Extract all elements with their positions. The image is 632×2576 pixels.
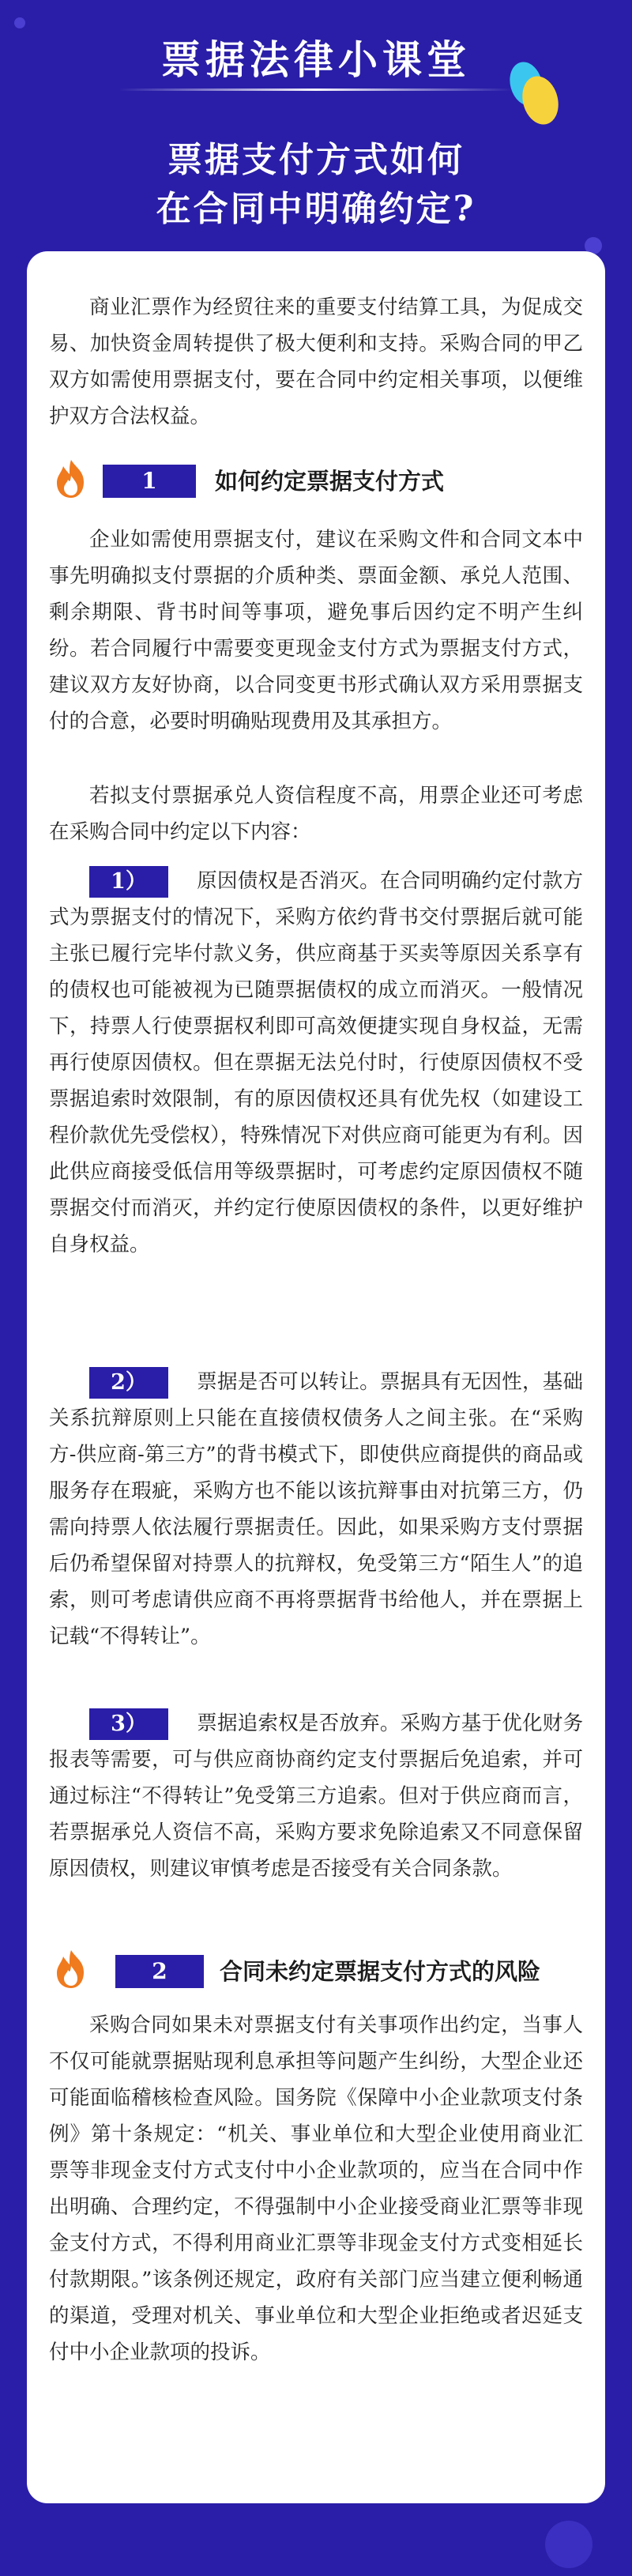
item-1-text: 原因债权是否消灭。在合同明确约定付款方式为票据支付的情况下，采购方依约背书交付票据后就可能主张已履行完毕付款义务，供应商基于买卖等原因关系享有的债权也可能被视为已随票据债权的成立而消灭。一般情况下，持票人行使票据权利即可高效便捷实现自身权益，无需再行使原因债权。但在票据无法兑付时，行使原因债权不受票据追索时效限制，有的原因债权还具有优先权（如建设工程价款优先受偿权），特殊情况下对供应商可能更为有利。因此供应商接受低信用等级票据时，可考虑约定原因债权不随票据交付而消灭，并约定行使原因债权的条件，以更好维护自身权益。 bbox=[49, 869, 583, 1256]
page-subtitle bbox=[0, 136, 632, 234]
decor-dot bbox=[14, 17, 25, 28]
item-2-text: 票据是否可以转让。票据具有无因性，基础关系抗辩原则上只能在直接债权债务人之间主张。在“采购方-供应商-第三方”的背书模式下，即使供应商提供的商品或服务存在瑕疵，采购方也不能以该抗辩事由对抗第三方，仍需向持票人依法履行票据责任。因此，如果采购方支付票据后仍希望保留对持票人的抗辩权，免受第三方“陌生人”的追索，则可考虑请供应商不再将票据背书给他人，并在票据上记载“不得转让”。 bbox=[49, 1370, 583, 1648]
item-2 bbox=[49, 1364, 583, 1655]
subtitle-line-1: 票据支付方式如何 bbox=[167, 140, 465, 180]
section-1-title: 如何约定票据支付方式 bbox=[215, 468, 445, 495]
intro-paragraph: 商业汇票作为经贸往来的重要支付结算工具，为促成交易、加快资金周转提供了极大便利和支持。采购合同的甲乙双方如需使用票据支付，要在合同中约定相关事项，以便维护双方合法权益。 bbox=[49, 296, 583, 428]
item-1-badge: 1） bbox=[89, 866, 168, 898]
title-underline bbox=[118, 89, 514, 91]
section-2-badge: 2 bbox=[115, 1955, 204, 1988]
item-3-badge: 3） bbox=[89, 1708, 168, 1740]
section-2-paragraph-1: 采购合同如果未对票据支付有关事项作出约定，当事人不仅可能就票据贴现利息承担等问题产生纠纷，大型企业还可能面临稽核检查风险。国务院《保障中小企业款项支付条例》第十条规定：“机关、事业单位和大型企业使用商业汇票等非现金支付方式支付中小企业款项的，应当在合同中作出明确、合理约定，不得强制中小企业接受商业汇票等非现金支付方式，不得利用商业汇票等非现金支付方式变相延长付款期限。”该条例还规定，政府有关部门应当建立便利畅通的渠道，受理对机关、事业单位和大型企业拒绝或者迟延支付中小企业款项的投诉。 bbox=[49, 2013, 583, 2364]
page-title: 票据法律小课堂 bbox=[161, 37, 471, 83]
section-1-badge: 1 bbox=[103, 465, 196, 498]
fire-icon bbox=[52, 1949, 90, 1990]
item-2-badge: 2） bbox=[89, 1367, 168, 1399]
item-1 bbox=[49, 863, 583, 1263]
section-1-paragraph-2: 若拟支付票据承兑人资信程度不高，用票企业还可考虑在采购合同中约定以下内容： bbox=[49, 784, 583, 844]
section-2-title: 合同未约定票据支付方式的风险 bbox=[220, 1958, 541, 1985]
item-3-text: 票据追索权是否放弃。采购方基于优化财务报表等需要，可与供应商协商约定支付票据后免追索，并可通过标注“不得转让”免受第三方追索。但对于供应商而言，若票据承兑人资信不高，采购方要求免除追索又不同意保留原因债权，则建议审慎考虑是否接受有关合同条款。 bbox=[49, 1712, 583, 1881]
subtitle-line-2: 在合同中明确约定? bbox=[156, 189, 476, 229]
item-3 bbox=[49, 1705, 583, 1887]
fire-icon bbox=[52, 458, 90, 499]
decor-dot bbox=[545, 2521, 592, 2568]
section-1-paragraph-1: 企业如需使用票据支付，建议在采购文件和合同文本中事先明确拟支付票据的介质种类、票面金额、承兑人范围、剩余期限、背书时间等事项，避免事后因约定不明产生纠纷。若合同履行中需要变更现金支付方式为票据支付方式，建议双方友好协商，以合同变更书形式确认双方采用票据支付的合意，必要时明确贴现费用及其承担方。 bbox=[49, 528, 583, 733]
